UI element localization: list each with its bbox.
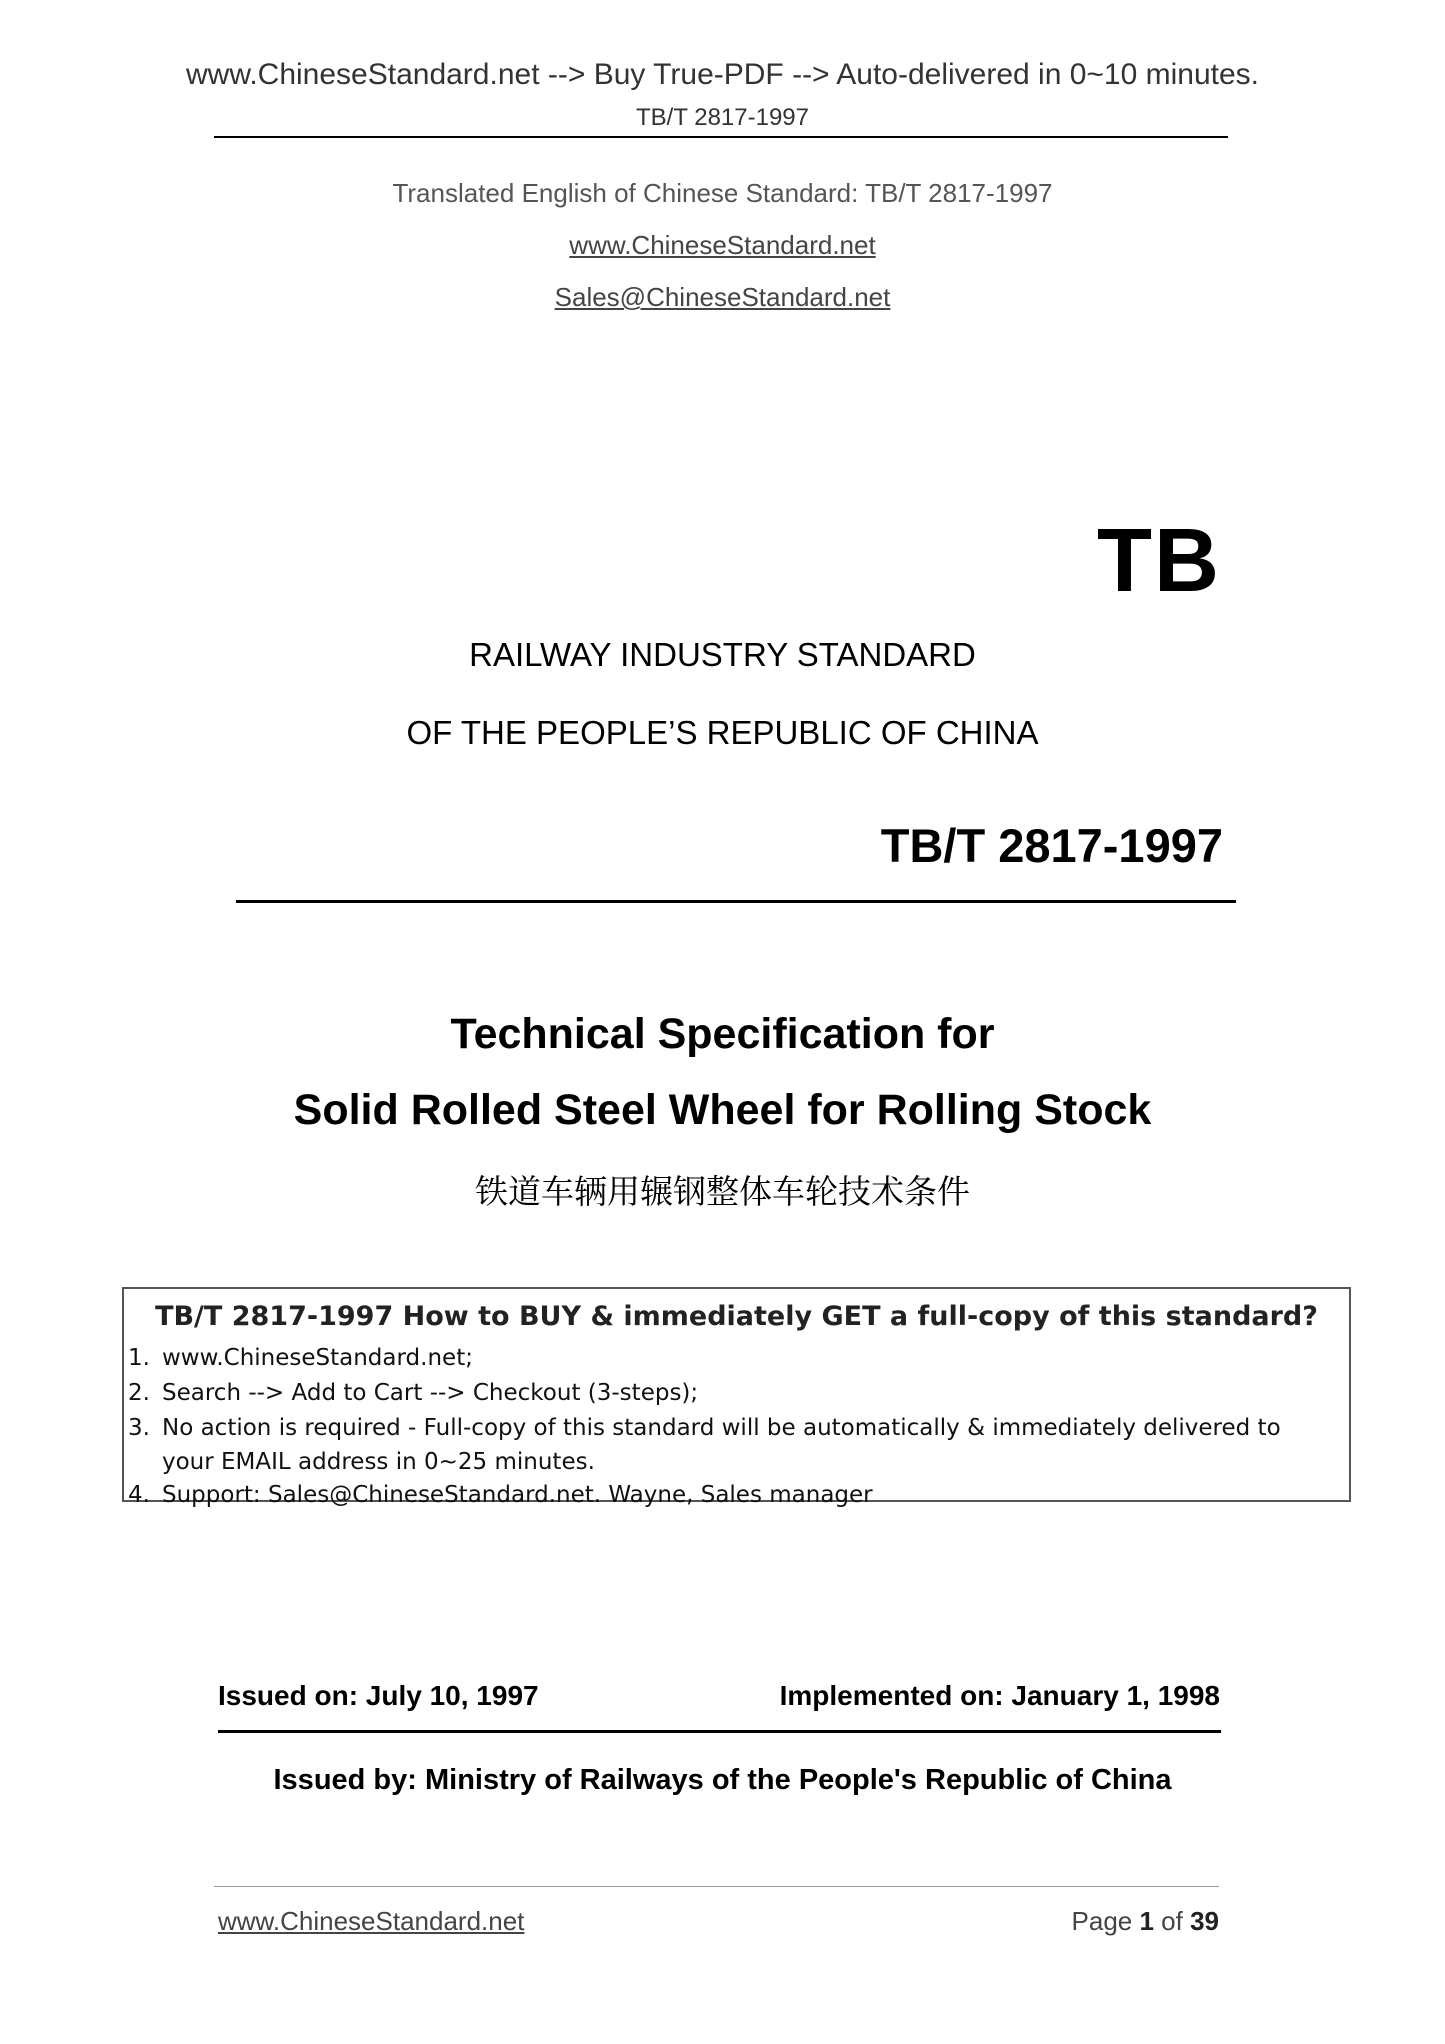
- buy-step-text: www.ChineseStandard.net;: [162, 1345, 473, 1371]
- buy-step-text: your EMAIL address in 0~25 minutes.: [162, 1449, 595, 1475]
- header-banner: www.ChineseStandard.net --> Buy True-PDF --> Auto-delivered in 0~10 minutes.: [185, 58, 1260, 91]
- header-divider: [214, 136, 1228, 138]
- buy-step-3-continued: [128, 1449, 595, 1475]
- standard-number-divider: [236, 900, 1236, 903]
- page-current: 1: [1139, 1906, 1154, 1936]
- title-line1: Technical Specification for: [450, 1010, 995, 1058]
- issued-by: Issued by: Ministry of Railways of the People's Republic of China: [273, 1764, 1172, 1796]
- footer-divider: [214, 1886, 1219, 1887]
- footer-website-link[interactable]: www.ChineseStandard.net: [218, 1906, 525, 1936]
- title-line2: Solid Rolled Steel Wheel for Rolling Stock: [293, 1086, 1152, 1134]
- buy-step-2: [128, 1380, 698, 1406]
- tb-logo: TB: [1097, 511, 1221, 611]
- buy-step-1: [128, 1345, 473, 1371]
- issue-divider: [218, 1730, 1221, 1733]
- chinese-title: 铁道车辆用辗钢整体车轮技术条件: [475, 1172, 970, 1211]
- email-link[interactable]: Sales@ChineseStandard.net: [554, 282, 891, 312]
- buy-step-number: 3.: [128, 1415, 150, 1441]
- page-prefix: Page: [1071, 1906, 1140, 1936]
- buy-step-text: Support: Sales@ChineseStandard.net. Wayne, Sales manager: [162, 1482, 873, 1508]
- buy-step-number: 4.: [128, 1482, 150, 1508]
- industry-standard-line2: OF THE PEOPLE’S REPUBLIC OF CHINA: [406, 714, 1039, 751]
- buy-step-text: Search --> Add to Cart --> Checkout (3-steps);: [162, 1380, 699, 1406]
- page-indicator: [1072, 1906, 1219, 1937]
- page-total: 39: [1190, 1906, 1219, 1936]
- buy-step-4: [128, 1482, 873, 1508]
- buy-box-title: TB/T 2817-1997 How to BUY & immediately GET a full-copy of this standard?: [155, 1301, 1318, 1332]
- industry-standard-line1: RAILWAY INDUSTRY STANDARD: [469, 636, 976, 673]
- buy-step-text: No action is required - Full-copy of this standard will be automatically & immediately delivered to: [162, 1415, 1281, 1441]
- buy-step-number: 1.: [128, 1345, 150, 1371]
- page-of: of: [1153, 1906, 1191, 1936]
- buy-step-number: 2.: [128, 1380, 150, 1406]
- website-link[interactable]: www.ChineseStandard.net: [569, 230, 876, 260]
- implemented-on-date: Implemented on: January 1, 1998: [779, 1680, 1220, 1711]
- issued-on-date: Issued on: July 10, 1997: [218, 1680, 539, 1711]
- header-standard-code: TB/T 2817-1997: [635, 104, 809, 131]
- standard-number: TB/T 2817-1997: [880, 819, 1223, 872]
- translated-line: Translated English of Chinese Standard: TB/T 2817-1997: [392, 178, 1053, 208]
- buy-instructions-box: [122, 1287, 1351, 1508]
- buy-step-3: [128, 1415, 1281, 1441]
